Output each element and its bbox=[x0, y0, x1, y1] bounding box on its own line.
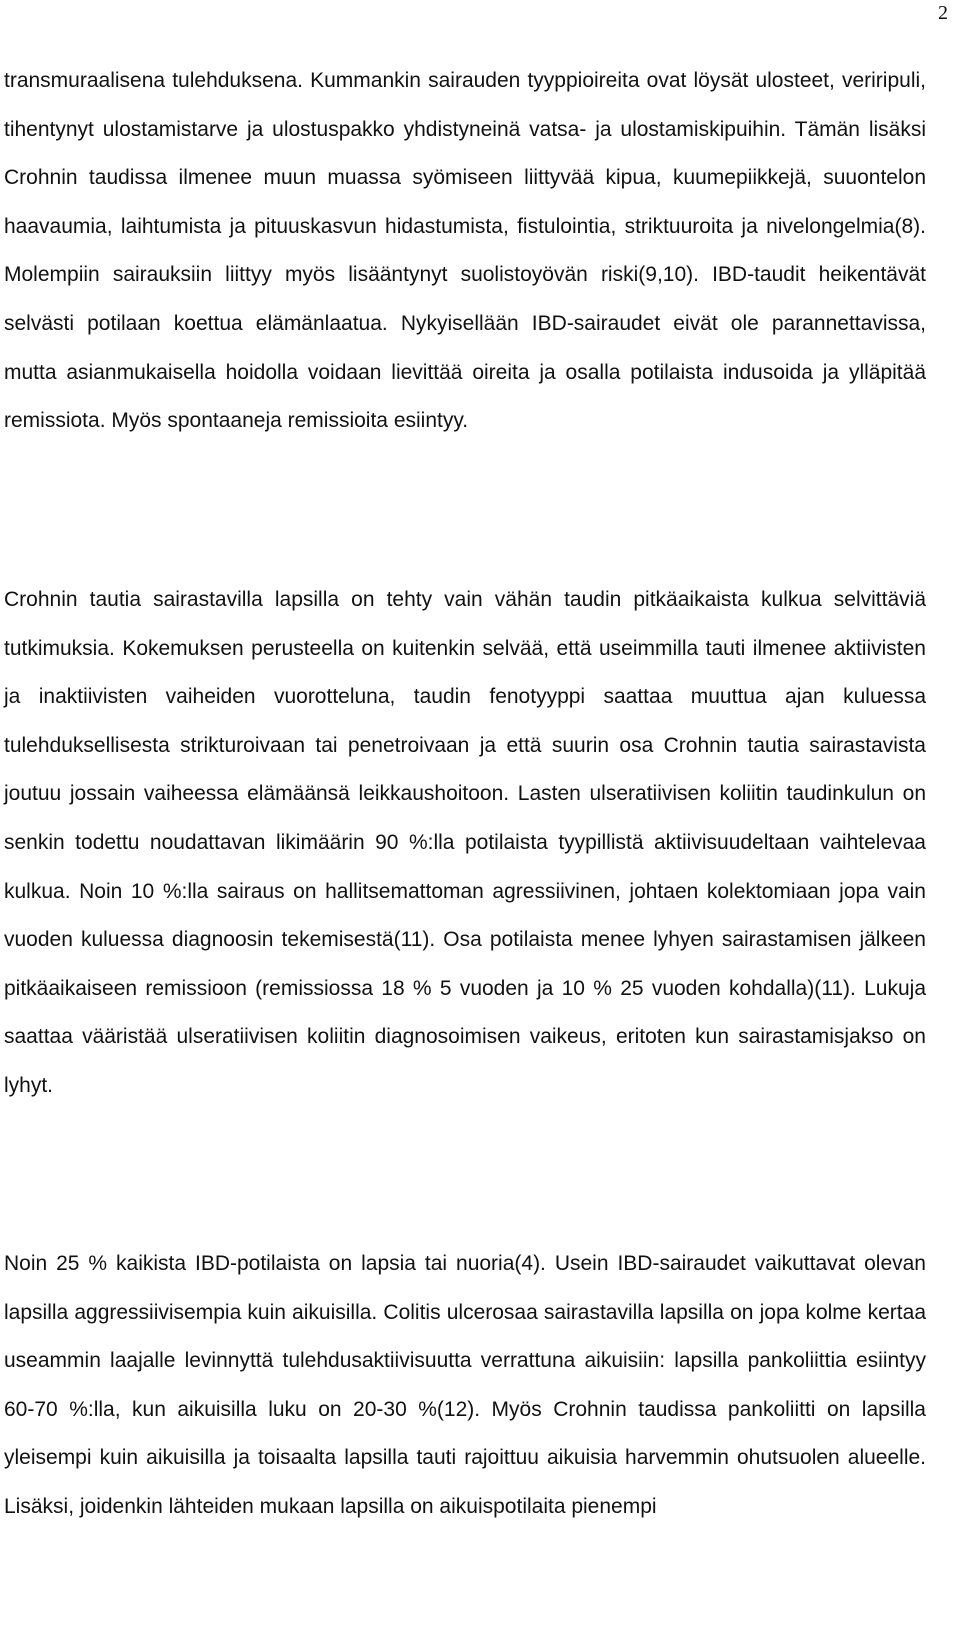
paragraph-disease-course: Crohnin tautia sairastavilla lapsilla on tehty vain vähän taudin pitkäaikaista kulkua selvittäviä tutkimuksia. Kokemuksen perusteella on kuitenkin selvää, että useimmilla tauti ilmenee aktiivisten ja inaktiivisten vaiheiden vuorotteluna, taudin fenotyyppi saattaa muuttua ajan kuluessa tulehduksellisesta strikturoivaan tai penetroivaan ja että suurin osa Crohnin tautia sairastavista joutuu jossain vaiheessa elämäänsä leikkaushoitoon. Lasten ulseratiivisen koliitin taudinkulun on senkin todettu noudattavan likimäärin 90 %:lla potilaista tyypillistä aktiivisuudeltaan vaihtelevaa kulkua. Noin 10 %:lla sairaus on hallitsemattoman agressiivinen, johtaen kolektomiaan jopa vain vuoden kuluessa diagnoosin tekemisestä(11). Osa potilaista menee lyhyen sairastamisen jälkeen pitkäaikaiseen remissioon (remissiossa 18 % 5 vuoden ja 10 % 25 vuoden kohdalla)(11). Lukuja saattaa vääristää ulseratiivisen koliitin diagnosoimisen vaikeus, eritoten kun sairastamisjakso on lyhyt. bbox=[4, 588, 926, 1097]
paragraph-disease-symptoms: transmuraalisena tulehduksena. Kummankin sairauden tyyppioireita ovat löysät ulosteet, veriripuli, tihentynyt ulostamistarve ja ulostuspakko yhdistyneinä vatsa- ja ulostamiskipuihin. Tämän lisäksi Crohnin taudissa ilmenee muun muassa syömiseen liittyvää kipua, kuumepiikkejä, suuontelon haavaumia, laihtumista ja pituuskasvun hidastumista, fistulointia, striktuuroita ja nivelongelmia(8). Molempiin sairauksiin liittyy myös lisääntynyt suolistoyövän riski(9,10). IBD-taudit heikentävät selvästi potilaan koettua elämänlaatua. Nykyisellään IBD-sairaudet eivät ole parannettavissa, mutta asianmukaisella hoidolla voidaan lievittää oireita ja osalla potilaista indusoida ja ylläpitää remissiota. Myös spontaaneja remissioita esiintyy. bbox=[4, 69, 926, 433]
page-number: 2 bbox=[938, 2, 948, 24]
paragraph-pediatric-ibd: Noin 25 % kaikista IBD-potilaista on lapsia tai nuoria(4). Usein IBD-sairaudet vaikuttavat olevan lapsilla aggressiivisempia kuin aikuisilla. Colitis ulcerosaa sairastavilla lapsilla on jopa kolme kertaa useammin laajalle levinnyttä tulehdusaktiivisuutta verrattuna aikuisiin: lapsilla pankoliittia esiintyy 60-70 %:lla, kun aikuisilla luku on 20-30 %(12). Myös Crohnin taudissa pankoliitti on lapsilla yleisempi kuin aikuisilla ja toisaalta lapsilla tauti rajoittuu aikuisia harvemmin ohutsuolen alueelle. Lisäksi, joidenkin lähteiden mukaan lapsilla on aikuispotilaita pienempi bbox=[4, 1252, 926, 1518]
